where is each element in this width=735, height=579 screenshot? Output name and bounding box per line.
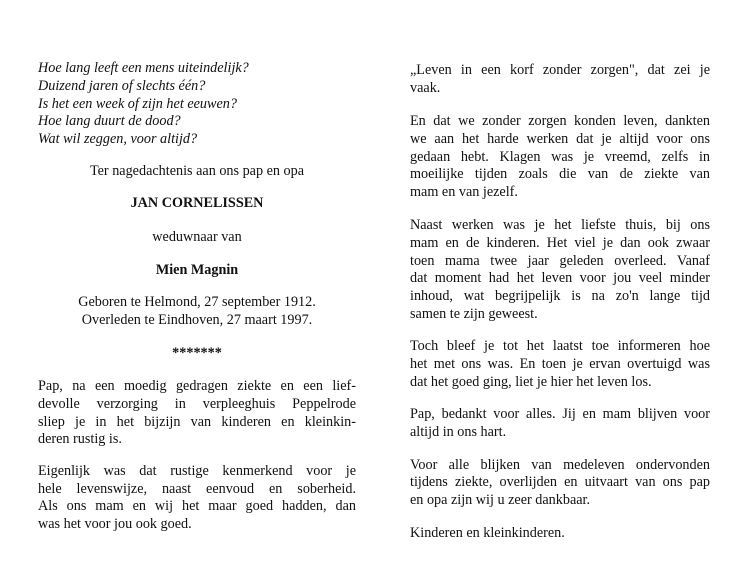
paragraph-line: altijd in ons hart. [410, 424, 507, 440]
paragraph-line: moeilijke tijden zoals die van de ziekte van [410, 166, 710, 182]
paragraph-line: dat het goed ging, liet je hier het leven los. [410, 374, 652, 390]
paragraph-line: we aan het harde werken dat je altijd voor ons [410, 131, 710, 147]
paragraph-line: „Leven in een korf zonder zorgen", dat zei je [410, 62, 710, 78]
paragraph-line: inhoud, wat begrijpelijk is na zo'n lange tijd [410, 288, 710, 304]
poem-line: Hoe lang leeft een mens uiteindelijk? [38, 60, 249, 76]
paragraph-line: was het voor jou ook goed. [38, 516, 192, 532]
poem-line: Duizend jaren of slechts één? [38, 78, 206, 94]
paragraph-line: mam en de kinderen. Het viel je dan ook zwaar [410, 235, 710, 251]
deceased-name: JAN CORNELISSEN [130, 195, 264, 211]
paragraph-line: hele levenswijze, naast eenvoud en soberheid. [38, 481, 356, 497]
paragraph-line: samen te zijn geweest. [410, 306, 538, 322]
poem-line: Is het een week of zijn het eeuwen? [38, 96, 237, 112]
paragraph-line: Eigenlijk was dat rustige kenmerkend voor je [38, 463, 356, 479]
widower-label: weduwnaar van [152, 229, 242, 245]
paragraph-line: tijdens ziekte, overlijden en uitvaart van ons pap [410, 474, 710, 490]
paragraph-line: Als ons mam en wij het maar goed hadden, dan [38, 498, 356, 514]
paragraph-line: dat moment had het leven voor jou veel minder [410, 270, 710, 286]
poem-line: Hoe lang duurt de dood? [38, 113, 181, 129]
paragraph-line: het met ons was. En toen je ervan overtuigd was [410, 356, 710, 372]
birth-line: Geboren te Helmond, 27 september 1912. [78, 294, 316, 310]
paragraph-line: en opa zijn wij u zeer dankbaar. [410, 492, 591, 508]
paragraph-line: Toch bleef je tot het laatst toe informeren hoe [410, 338, 710, 354]
paragraph-line: mam en van jezelf. [410, 184, 518, 200]
paragraph-line: Pap, bedankt voor alles. Jij en mam blijven voor [410, 406, 710, 422]
paragraph-line: Voor alle blijken van medeleven ondervonden [410, 457, 710, 473]
death-line: Overleden te Eindhoven, 27 maart 1997. [81, 312, 313, 328]
paragraph-line: En dat we zonder zorgen konden leven, dankten [410, 113, 710, 129]
paragraph-line: devolle verzorging in verpleeghuis Peppelrode [38, 396, 356, 412]
paragraph-line: deren rustig is. [38, 431, 122, 447]
paragraph-line: vaak. [410, 80, 441, 96]
paragraph-line: toen mama twee jaar geleden overleed. Vanaf [410, 253, 710, 269]
paragraph-line: Pap, na een moedig gedragen ziekte en een lief- [38, 378, 356, 394]
paragraph-line: sliep je in het bijzijn van kinderen en kleinkin- [38, 414, 356, 430]
spouse-name: Mien Magnin [155, 262, 239, 278]
poem-line: Wat wil zeggen, voor altijd? [38, 131, 198, 147]
dedication: Ter nagedachtenis aan ons pap en opa [89, 163, 305, 179]
separator: ******* [172, 345, 222, 361]
paragraph-line: gedaan hebt. Klagen was je vreemd, zelfs in [410, 149, 710, 165]
signature-line: Kinderen en kleinkinderen. [410, 525, 565, 541]
paragraph-line: Naast werken was je het liefste thuis, bij ons [410, 217, 710, 233]
